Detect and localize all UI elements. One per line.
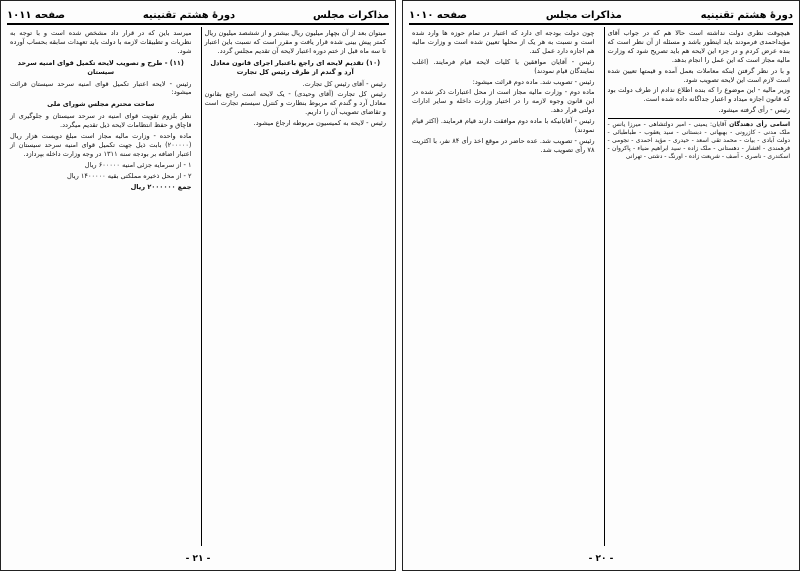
left-header-center: دورهٔ هشتم تقنینیه <box>142 9 236 21</box>
paragraph: و با در نظر گرفتن اینکه معاملات بعمل آمده و قیمتها تعیین شده است لازم است این لایحه تصویب شود. <box>607 66 790 84</box>
voters-list-title: اسامی رأی دهندگان <box>729 121 790 129</box>
left-page-header <box>7 7 389 25</box>
paragraph: ماده واحده - وزارت مالیه مجاز است مبلغ دویست هزار ریال (۲۰۰۰۰۰) بابت ذیل جهت تکمیل قوای امنیه سرحد سیستان از اعتبار اضافه بر بودجه سنه ۱۳۱۱ در وجه وزارت داخله بپردازد. <box>10 132 192 158</box>
budget-line: ۲ - از محل ذخیره مملکتی بقیه ۱۴۰۰۰۰۰ ریال <box>66 171 192 180</box>
right-page <box>402 0 800 571</box>
voters-list-names: آقایان: یمینی - امیر دولتشاهی - میرزا یانس - ملک مدنی - کازرونی - بهبهانی - دبستانی - سید یعقوب - طباطبائی - دولت آبادی - بیات - محمد تقی اسعد - حیدری - مؤید احمدی - نجومی - فرهمندی - افشار - دهستانی - ملک زاده - سید ابراهیم ضیاء - پاکروان - اسکندری - ناصری - آصف - شریعت زاده - اورنگ - دشتی - تهرانی <box>607 121 790 161</box>
address-line: ساحت محترم مجلس شورای ملی <box>47 100 155 109</box>
right-page-footer: - ۲۰ - <box>588 554 614 564</box>
paragraph: رئیس - آقایان موافقین با کلیات لایحه قیام فرمایند. (اغلب نمایندگان قیام نمودند) <box>412 57 595 75</box>
left-page-left-column <box>7 27 195 546</box>
left-page-columns <box>7 27 389 546</box>
left-page-right-column <box>201 27 390 546</box>
paragraph: رئیس - لایحه اعتبار تکمیل قوای امنیه سرحد سیستان قرائت میشود: <box>10 79 192 97</box>
right-page-header <box>409 7 793 25</box>
paragraph: هیچوقت نظری دولت نداشته است حالا هم که در جواب آقای مؤیداحمدی فرمودند باید اینطور باشد و مسئله از آن نظر است که بنده عرض کردم و در جزء این لایحه هم باید تصریح شود که وزارت مالیه مجاز است که این عمل را انجام بدهد. <box>607 29 790 64</box>
paragraph: میتوان بعد از آن بچهار میلیون ریال بیشتر و از ششصد میلیون ریال کمتر پیش بینی شده قرار یافت و مقرر است که نسبت باین اعتبار تا سه ماه قبل از ختم دوره اعتبار لایحه آن تقدیم مجلس گردد. <box>204 29 386 55</box>
paragraph: رئیس - رأی گرفته میشود. <box>718 106 790 115</box>
section-heading: (۱۰) تقدیم لایحه ای راجع باعتبار اجرای قانون معادل آرد و گندم از طرف رئیس کل تجارت <box>210 58 381 76</box>
left-header-page-number: صفحه ۱۰۱۱ <box>7 9 66 21</box>
budget-total: جمع ۲۰۰۰۰۰۰ ریال <box>130 182 192 191</box>
budget-line: ۱ - از سرمایه جزئی امنیه ۶۰۰۰۰۰ ریال <box>84 160 192 169</box>
paragraph: رئیس کل تجارت (آقای وحیدی) - یک لایحه است راجع بقانون معادل آرد و گندم که مربوط بنظارت و کنترل سیستم تجارت است و تقاضای تصویب آن را داریم. <box>204 90 386 117</box>
right-header-center: مذاکرات مجلس <box>545 9 622 21</box>
section-heading: (۱۱) - طرح و تصویب لایحه تکمیل قوای امنیه سرحد سیستان <box>17 58 184 76</box>
right-header-right: دورهٔ هشتم تقنینیه <box>700 9 793 21</box>
paragraph: رئیس - لایحه به کمیسیون مربوطه ارجاع میشود. <box>253 119 386 128</box>
right-page-left-column <box>409 27 598 546</box>
paragraph: رئیس - آقایانیکه با ماده دوم موافقت دارند قیام فرمایند. (اکثر قیام نمودند) <box>412 117 595 135</box>
left-header-right: مذاکرات مجلس <box>312 9 389 21</box>
paragraph: ماده دوم - وزارت مالیه مجاز است از محل اعتبارات ذکر شده در این قانون وجوه لازمه را در اختیار وزارت داخله و سایر ادارات دولتی قرار دهد. <box>412 88 595 115</box>
paragraph: چون دولت بودجه ای دارد که اعتبار در تمام حوزه ها وارد شده است و نسبت به هر یک از محلها تعیین شده است و وزارت مالیه هم اجازه دارد عمل کند. <box>412 29 595 55</box>
right-header-page-number: صفحه ۱۰۱۰ <box>409 9 468 21</box>
paragraph: رئیس - تصویب شد. ماده دوم قرائت میشود: <box>472 77 595 86</box>
paragraph: وزیر مالیه - این موضوع را که بنده اطلاع ندادم از طرف دولت بود که قانون اجازه میداد و اعتبار جداگانه داده شده است. <box>607 86 790 104</box>
right-page-right-column <box>604 27 794 546</box>
paragraph: رئیس - آقای رئیس کل تجارت. <box>302 79 386 88</box>
left-page-footer: - ۲۱ - <box>185 554 211 564</box>
paragraph: میرسد باین که در قرار داد مشخص شده است و با توجه به نظریات و تطبیقات لازمه با دولت باید تعهدات سابقه بحساب آورده شود. <box>10 29 192 55</box>
right-page-columns <box>409 27 793 546</box>
paragraph: رئیس - تصویب شد. عده حاضر در موقع اخذ رأی ۸۴ نفر، با اکثریت ۷۸ رأی تصویب شد. <box>412 136 595 154</box>
left-page <box>0 0 396 571</box>
voters-list <box>608 118 791 161</box>
paragraph: نظر بلزوم تقویت قوای امنیه در سرحد سیستان و جلوگیری از قاچاق و حفظ انتظامات لایحه ذیل تقدیم میگردد. <box>10 112 192 130</box>
